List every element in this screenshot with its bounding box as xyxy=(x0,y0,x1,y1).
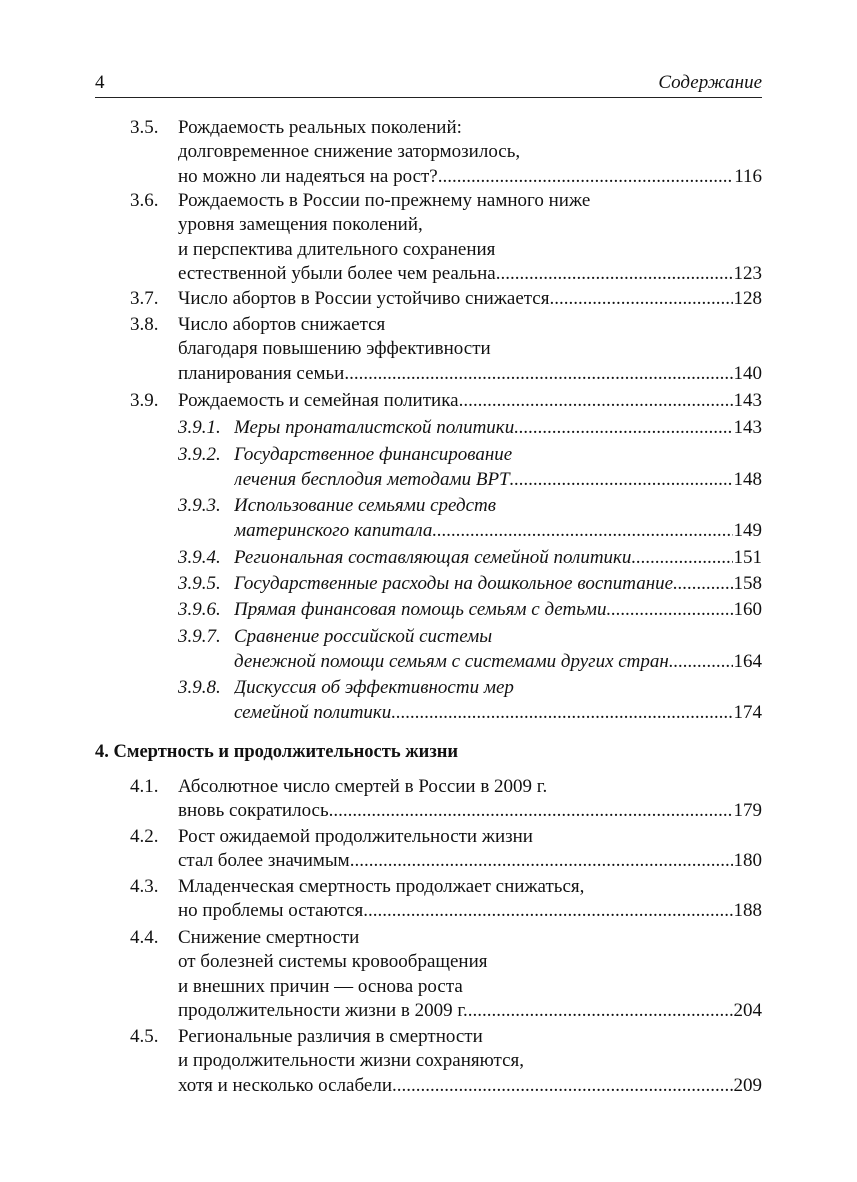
page-ref: 160 xyxy=(733,599,762,620)
page-ref: 143 xyxy=(733,417,762,438)
entry-title: естественной убыли более чем реальна xyxy=(178,262,496,284)
entry-number: 4.1. xyxy=(130,776,159,797)
entry-title: семейной политики xyxy=(234,702,392,723)
page-ref: 116 xyxy=(734,165,762,187)
entry-number: 3.9.8. xyxy=(178,677,221,698)
entry-line: Рождаемость реальных поколений: xyxy=(178,117,462,138)
page-ref: 204 xyxy=(733,999,762,1021)
entry-number: 3.9.2. xyxy=(178,444,221,465)
page-ref: 180 xyxy=(733,850,762,872)
entry-line: Региональные различия в смертности xyxy=(178,1026,483,1047)
entry-title: Меры пронаталистской политики xyxy=(234,417,515,438)
entry-line: Число абортов снижается xyxy=(178,314,386,335)
dot-leader xyxy=(344,362,732,386)
entry-line: Дискуссия об эффективности мер xyxy=(234,677,514,698)
entry-title: денежной помощи семьям с системами других стран xyxy=(234,651,669,672)
dot-leader xyxy=(549,287,732,311)
dot-leader xyxy=(438,165,733,189)
entry-line: Государственное финансирование xyxy=(234,444,513,465)
page-ref: 128 xyxy=(733,288,762,309)
page-ref: 188 xyxy=(733,900,762,922)
dot-leader xyxy=(468,999,733,1023)
page-ref: 158 xyxy=(733,573,762,594)
entry-line: Использование семьями средств xyxy=(234,495,497,516)
entry-number: 3.9.5. xyxy=(178,573,221,594)
dot-leader xyxy=(432,518,732,543)
dot-leader xyxy=(669,649,733,674)
entry-number: 4.2. xyxy=(130,826,159,847)
page-header xyxy=(95,72,762,96)
entry-number: 3.7. xyxy=(130,288,159,309)
dot-leader xyxy=(392,1074,733,1098)
dot-leader xyxy=(514,415,732,440)
page-ref: 209 xyxy=(733,1074,762,1096)
entry-number: 4.5. xyxy=(130,1026,159,1047)
entry-title: вновь сократилось xyxy=(178,800,329,822)
entry-number: 3.5. xyxy=(130,117,159,138)
entry-title: планирования семьи xyxy=(178,362,345,384)
entry-title: материнского капитала xyxy=(234,520,433,541)
entry-line: Абсолютное число смертей в России в 2009 г. xyxy=(178,776,548,797)
entry-title: хотя и несколько ослабели xyxy=(178,1074,392,1096)
entry-title: Региональная составляющая семейной политики xyxy=(234,547,632,568)
entry-line: от болезней системы кровообращения xyxy=(178,951,488,973)
entry-title: Прямая финансовая помощь семьям с детьми xyxy=(234,599,607,620)
dot-leader xyxy=(510,467,733,492)
entry-title: стал более значимым xyxy=(178,850,350,872)
page-ref: 151 xyxy=(733,547,762,568)
dot-leader xyxy=(350,849,733,873)
dot-leader xyxy=(391,700,732,725)
entry-title: Государственные расходы на дошкольное воспитание xyxy=(234,573,674,594)
page-number: 4 xyxy=(95,72,105,93)
dot-leader xyxy=(329,799,733,823)
entry-line: Рождаемость в России по-прежнему намного ниже xyxy=(178,190,591,211)
entry-title: но можно ли надеяться на рост? xyxy=(178,165,438,187)
dot-leader xyxy=(673,571,732,596)
entry-line: и перспектива длительного сохранения xyxy=(178,238,496,260)
page-ref: 164 xyxy=(733,651,762,672)
entry-number: 4.3. xyxy=(130,876,159,897)
chapter-heading[interactable]: 4. Смертность и продолжительность жизни xyxy=(95,742,459,762)
entry-line: долговременное снижение затормозилось, xyxy=(178,141,521,163)
dot-leader xyxy=(631,545,732,570)
entry-line: Сравнение российской системы xyxy=(234,626,493,647)
page-ref: 123 xyxy=(733,262,762,284)
entry-number: 3.9.4. xyxy=(178,547,221,568)
header-rule xyxy=(95,97,762,98)
dot-leader xyxy=(363,899,732,923)
entry-number: 3.9.6. xyxy=(178,599,221,620)
page-ref: 149 xyxy=(733,520,762,541)
entry-number: 3.9.3. xyxy=(178,495,221,516)
entry-number: 3.6. xyxy=(130,190,159,211)
entry-line: благодаря повышению эффективности xyxy=(178,338,491,360)
page-ref: 179 xyxy=(733,800,762,822)
entry-title: продолжительности жизни в 2009 г. xyxy=(178,999,468,1021)
entry-title: лечения бесплодия методами ВРТ xyxy=(234,469,510,490)
entry-title: но проблемы остаются xyxy=(178,900,364,922)
entry-line: и внешних причин — основа роста xyxy=(178,975,463,997)
dot-leader xyxy=(606,597,732,622)
entry-title: Число абортов в России устойчиво снижается xyxy=(178,288,550,309)
page-ref: 148 xyxy=(733,469,762,490)
entry-number: 3.8. xyxy=(130,314,159,335)
dot-leader xyxy=(496,262,733,286)
entry-number: 3.9.1. xyxy=(178,417,221,438)
page-ref: 174 xyxy=(733,702,762,723)
running-title: Содержание xyxy=(658,72,762,93)
page-ref: 140 xyxy=(733,362,762,384)
entry-line: Снижение смертности xyxy=(178,927,360,948)
page-ref: 143 xyxy=(733,390,762,411)
entry-line: уровня замещения поколений, xyxy=(178,214,423,236)
entry-line: Младенческая смертность продолжает снижаться, xyxy=(178,876,585,897)
dot-leader xyxy=(459,389,733,413)
entry-line: и продолжительности жизни сохраняются, xyxy=(178,1050,524,1072)
entry-number: 3.9.7. xyxy=(178,626,221,647)
entry-line: Рост ожидаемой продолжительности жизни xyxy=(178,826,533,847)
entry-number: 3.9. xyxy=(130,390,159,411)
entry-title: Рождаемость и семейная политика xyxy=(178,390,459,411)
entry-number: 4.4. xyxy=(130,927,159,948)
